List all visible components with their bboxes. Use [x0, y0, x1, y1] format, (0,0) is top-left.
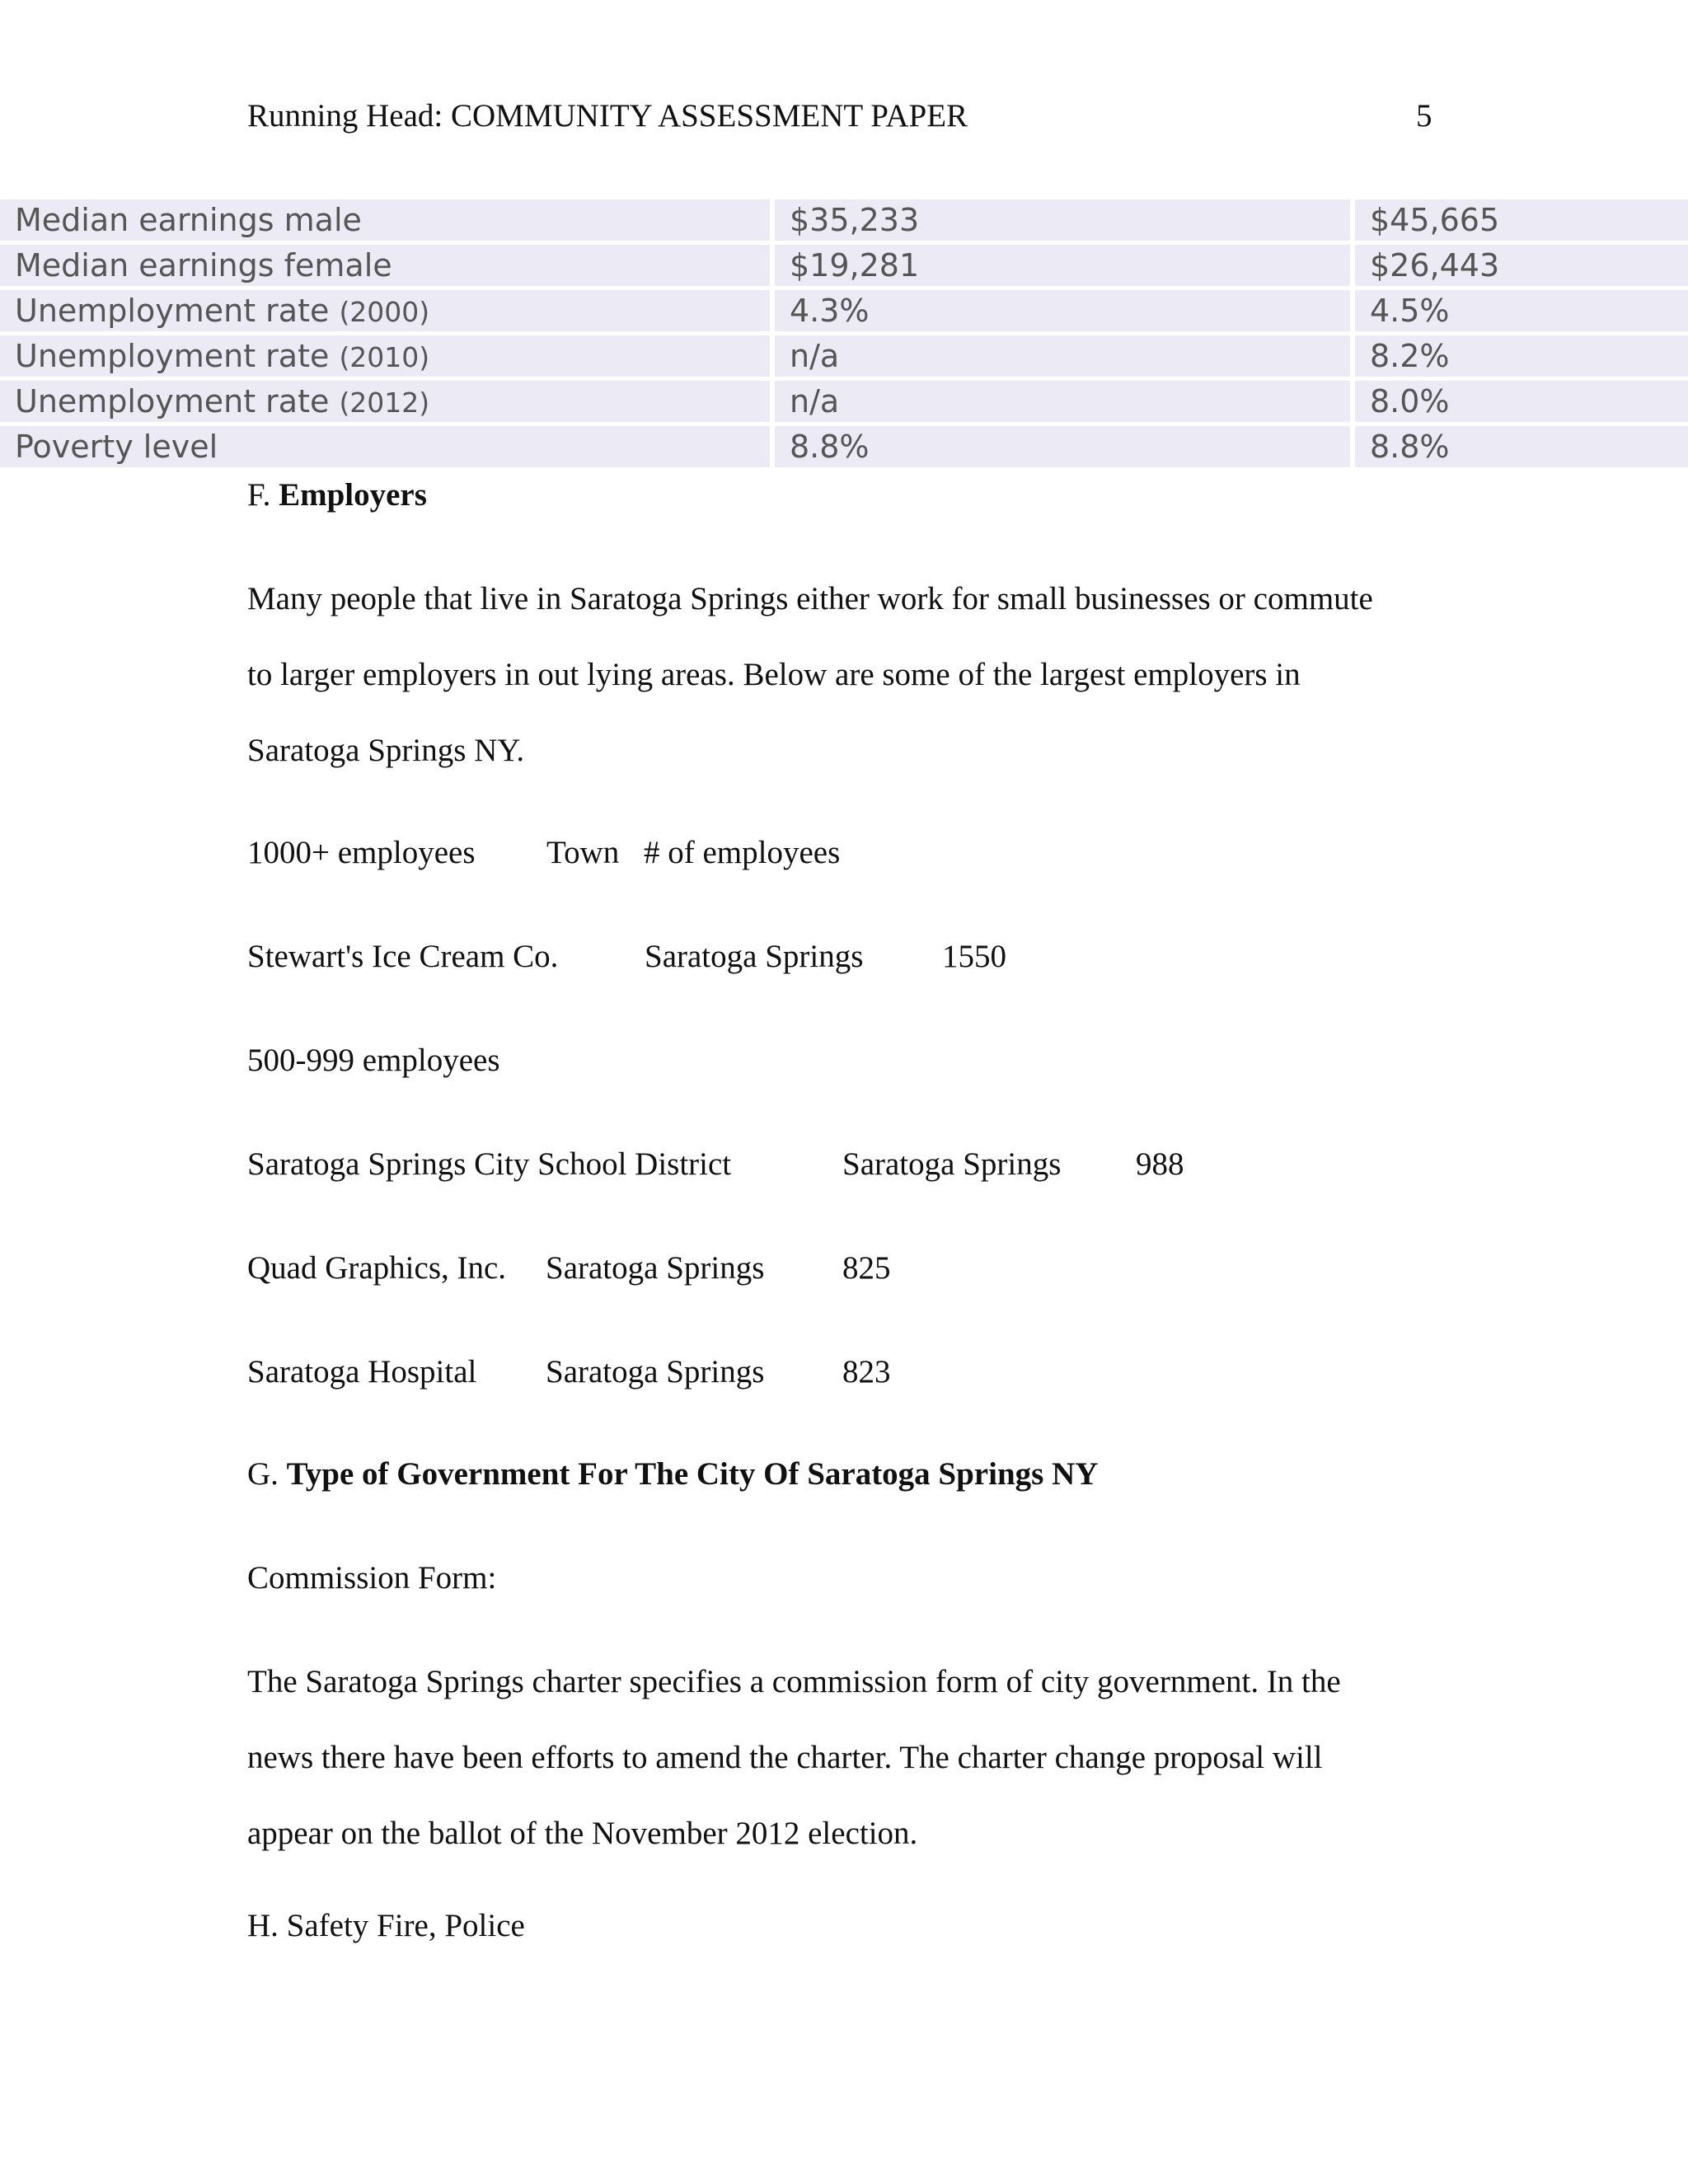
- section-g-paragraph-line-3: appear on the ballot of the November 2012 election.: [247, 1816, 918, 1851]
- employer-town: Saratoga Springs: [842, 1146, 1062, 1182]
- row-label: Unemployment rate (2000): [0, 290, 770, 331]
- header-size-label: 1000+ employees: [247, 835, 476, 870]
- row-label: Median earnings female: [0, 245, 770, 286]
- page-number: 5: [1416, 98, 1432, 134]
- table-row: [0, 335, 1688, 377]
- statistics-table: [0, 199, 1688, 471]
- employer-name: Saratoga Springs City School District: [247, 1146, 732, 1182]
- row-label: Unemployment rate (2012): [0, 381, 770, 422]
- row-value-2: 8.0%: [1355, 381, 1688, 422]
- table-row: [0, 381, 1688, 422]
- employers-header-row: [247, 834, 1401, 875]
- section-f-paragraph-line-1: Many people that live in Saratoga Springs either work for small businesses or commute: [247, 581, 1373, 616]
- employer-name: Quad Graphics, Inc.: [247, 1250, 507, 1286]
- employer-town: Saratoga Springs: [546, 1354, 765, 1390]
- employer-count: 825: [842, 1250, 891, 1286]
- section-g-paragraph-line-2: news there have been efforts to amend the charter. The charter change proposal will: [247, 1740, 1323, 1775]
- employer-row-stewarts: [247, 938, 1401, 979]
- employer-row-quad-graphics: [247, 1249, 1401, 1291]
- section-f-heading: F. Employers: [247, 477, 427, 513]
- header-employees-label: # of employees: [644, 835, 841, 870]
- table-row: [0, 290, 1688, 331]
- group-500-999-label: 500-999 employees: [247, 1043, 500, 1078]
- row-value-2: $45,665: [1355, 199, 1688, 241]
- row-value-2: 8.8%: [1355, 426, 1688, 467]
- section-h-heading: H. Safety Fire, Police: [247, 1908, 525, 1943]
- employer-row-school-district: [247, 1146, 1401, 1187]
- employer-name: Saratoga Hospital: [247, 1354, 477, 1390]
- row-value-1: $35,233: [775, 199, 1350, 241]
- employer-name: Stewart's Ice Cream Co.: [247, 939, 559, 974]
- section-g-paragraph-line-1: The Saratoga Springs charter specifies a commission form of city government. In the: [247, 1664, 1341, 1699]
- row-value-1: n/a: [775, 381, 1350, 422]
- row-label: Median earnings male: [0, 199, 770, 241]
- row-value-1: 8.8%: [775, 426, 1350, 467]
- row-label: Unemployment rate (2010): [0, 335, 770, 377]
- running-header: [247, 97, 1434, 138]
- section-f-paragraph-line-3: Saratoga Springs NY.: [247, 733, 525, 768]
- row-value-2: $26,443: [1355, 245, 1688, 286]
- employer-town: Saratoga Springs: [546, 1250, 765, 1286]
- employer-count: 1550: [942, 939, 1006, 974]
- employer-row-hospital: [247, 1353, 1401, 1394]
- table-row: [0, 426, 1688, 467]
- row-value-1: $19,281: [775, 245, 1350, 286]
- table-row: [0, 245, 1688, 286]
- row-value-1: 4.3%: [775, 290, 1350, 331]
- row-value-2: 8.2%: [1355, 335, 1688, 377]
- row-label: Poverty level: [0, 426, 770, 467]
- section-f-paragraph-line-2: to larger employers in out lying areas. Below are some of the largest employers in: [247, 657, 1301, 692]
- commission-form-subheading: Commission Form:: [247, 1560, 497, 1596]
- employer-town: Saratoga Springs: [645, 939, 864, 974]
- table-row: [0, 199, 1688, 241]
- header-town-label: Town: [546, 835, 620, 870]
- employer-count: 823: [842, 1354, 891, 1390]
- row-value-1: n/a: [775, 335, 1350, 377]
- employer-count: 988: [1136, 1146, 1184, 1182]
- row-value-2: 4.5%: [1355, 290, 1688, 331]
- section-g-heading: G. Type of Government For The City Of Saratoga Springs NY: [247, 1456, 1099, 1492]
- running-head-title: Running Head: COMMUNITY ASSESSMENT PAPER: [247, 98, 968, 134]
